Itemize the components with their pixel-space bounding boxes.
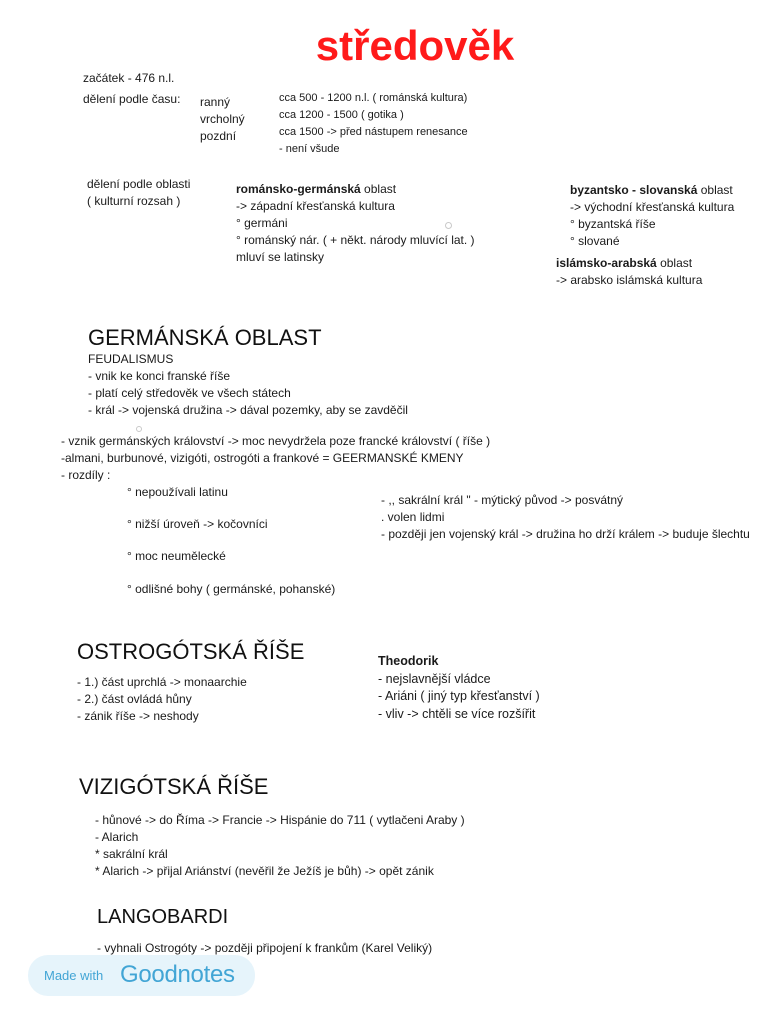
kingdom-line: - rozdíly : bbox=[61, 468, 111, 482]
region-line: mluví se latinsky bbox=[236, 250, 325, 264]
region-line: -> východní křesťanská kultura bbox=[570, 200, 735, 214]
period-detail: - není všude bbox=[279, 143, 340, 155]
feud-line: - král -> vojenská družina -> dával pozemky, aby se zavděčil bbox=[88, 403, 408, 417]
region-byzantsko-slovanska bbox=[570, 182, 734, 250]
made-with-label: Made with bbox=[44, 968, 104, 983]
periods-list bbox=[200, 94, 245, 145]
region-line: ° slované bbox=[570, 234, 620, 248]
region-line: -> arabsko islámská kultura bbox=[556, 273, 703, 287]
period-item: pozdní bbox=[200, 129, 237, 143]
kingdom-line: -almani, burbunové, vizigóti, ostrogóti a frankové = GEERMANSKÉ KMENY bbox=[61, 451, 464, 465]
region-line: ° byzantská říše bbox=[570, 217, 656, 231]
ostrogotska-line: - 1.) část uprchlá -> monaarchie bbox=[77, 675, 247, 689]
king-block bbox=[381, 492, 750, 543]
period-details bbox=[279, 90, 468, 158]
heading-ostrogotska: OSTROGÓTSKÁ ŘÍŠE bbox=[77, 639, 305, 664]
goodnotes-logo: Goodnotes bbox=[120, 961, 235, 988]
faint-circle-mark bbox=[445, 222, 452, 229]
theodorik-line: - nejslavnější vládce bbox=[378, 671, 491, 686]
period-item: ranný bbox=[200, 95, 231, 109]
vizigotska-line: * Alarich -> přijal Ariánství (nevěřil že Ježíš je bůh) -> opět zánik bbox=[95, 864, 434, 878]
period-item: vrcholný bbox=[200, 112, 245, 126]
vizigotska-list bbox=[95, 812, 465, 880]
vizigotska-line: - Alarich bbox=[95, 830, 139, 844]
time-division-label: dělení podle času: bbox=[83, 92, 181, 106]
period-detail: cca 500 - 1200 n.l. ( románská kultura) bbox=[279, 92, 468, 104]
heading-germanska: GERMÁNSKÁ OBLAST bbox=[88, 325, 322, 350]
difference-item: ° nepoužívali latinu bbox=[127, 485, 228, 499]
feud-line: - platí celý středověk ve všech státech bbox=[88, 386, 291, 400]
region-line: -> západní křesťanská kultura bbox=[236, 199, 395, 213]
region-name: byzantsko - slovanská oblast bbox=[570, 183, 733, 197]
difference-item: ° nižší úroveň -> kočovníci bbox=[127, 517, 268, 531]
vizigotska-line: * sakrální král bbox=[95, 847, 168, 861]
region-romansko-germanska bbox=[236, 181, 475, 266]
ostrogotska-line: - zánik říše -> neshody bbox=[77, 709, 199, 723]
period-detail: cca 1200 - 1500 ( gotika ) bbox=[279, 109, 404, 121]
ostrogotska-line: - 2.) část ovládá hůny bbox=[77, 692, 192, 706]
page-title: středověk bbox=[315, 22, 515, 69]
theodorik-line: - vliv -> chtěli se více rozšířit bbox=[378, 706, 536, 721]
region-line: ° germáni bbox=[236, 216, 288, 230]
region-name: románsko-germánská oblast bbox=[236, 182, 397, 196]
region-islamsko-arabska bbox=[556, 255, 702, 289]
kingdoms-block bbox=[61, 433, 490, 484]
feudalismus-block bbox=[88, 351, 408, 419]
feud-line: - vnik ke konci franské říše bbox=[88, 369, 231, 383]
king-line: - ,, sakrální král " - mýtický původ -> posvátný bbox=[381, 493, 624, 507]
king-line: - později jen vojenský král -> družina ho drží králem -> buduje šlechtu bbox=[381, 527, 750, 541]
difference-item: ° odlišné bohy ( germánské, pohanské) bbox=[127, 582, 336, 596]
goodnotes-badge[interactable] bbox=[28, 955, 255, 996]
kingdom-line: - vznik germánských království -> moc nevydržela poze francké království ( říše ) bbox=[61, 434, 491, 448]
vizigotska-line: - hůnové -> do Říma -> Francie -> Hispánie do 711 ( vytlačeni Araby ) bbox=[95, 813, 465, 827]
theodorik-title: Theodorik bbox=[378, 654, 439, 668]
difference-item: ° moc neumělecké bbox=[127, 549, 226, 563]
start-date: začátek - 476 n.l. bbox=[83, 71, 175, 85]
faint-circle-mark bbox=[136, 426, 142, 432]
theodorik-line: - Ariáni ( jiný typ křesťanství ) bbox=[378, 689, 540, 703]
theodorik-block bbox=[378, 653, 540, 723]
region-division-label: dělení podle oblasti ( kulturní rozsah ) bbox=[87, 177, 191, 208]
subheading: FEUDALISMUS bbox=[88, 352, 174, 366]
heading-vizigotska: VIZIGÓTSKÁ ŘÍŠE bbox=[79, 774, 269, 799]
ostrogotska-list bbox=[77, 674, 247, 725]
period-detail: cca 1500 -> před nástupem renesance bbox=[279, 126, 468, 138]
region-name: islámsko-arabská oblast bbox=[556, 256, 693, 270]
king-line: . volen lidmi bbox=[381, 510, 445, 524]
heading-langobardi: LANGOBARDI bbox=[97, 906, 229, 928]
region-line: ° románský nár. ( + někt. národy mluvící lat. ) bbox=[236, 233, 475, 247]
langobardi-line: - vyhnali Ostrogóty -> později připojení k frankům (Karel Veliký) bbox=[97, 941, 433, 955]
